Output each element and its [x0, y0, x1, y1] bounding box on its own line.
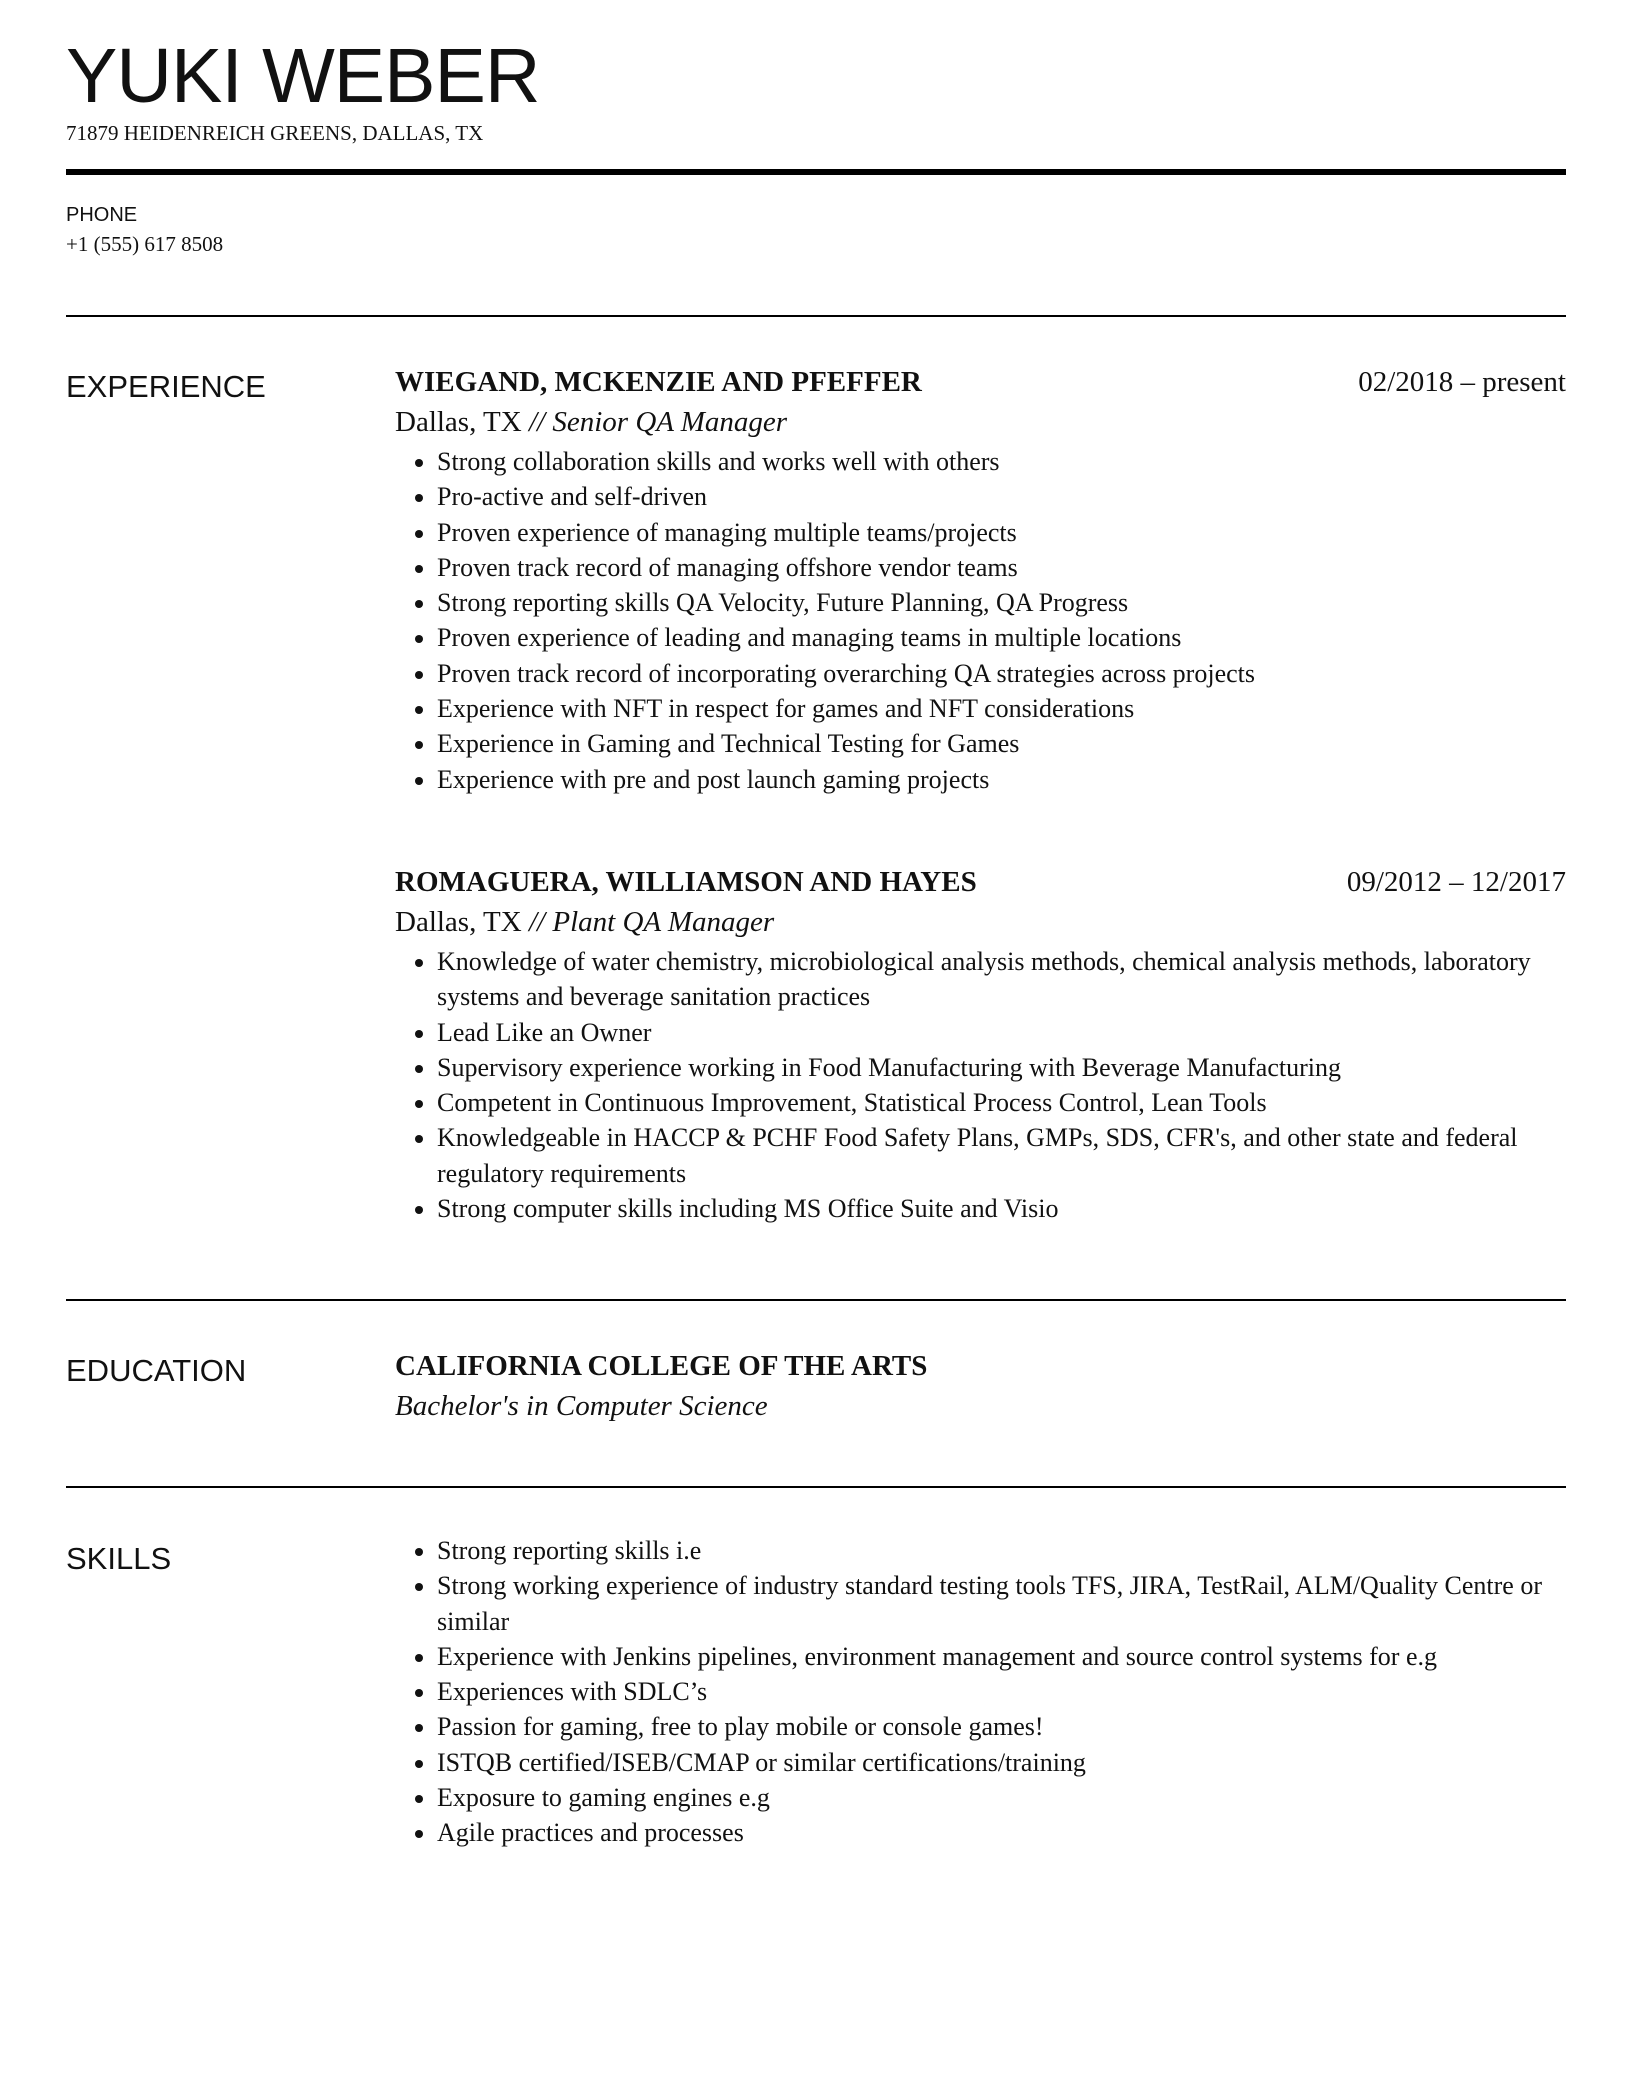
list-item: • Passion for gaming, free to play mobile or console games! [437, 1709, 1566, 1744]
address: 71879 HEIDENREICH GREENS, DALLAS, TX [66, 121, 484, 145]
list-item: • Exposure to gaming engines e.g [437, 1780, 1566, 1815]
company-name: WIEGAND, MCKENZIE AND PFEFFER [395, 366, 922, 398]
degree: Bachelor's in Computer Science [395, 1390, 768, 1422]
phone-number: +1 (555) 617 8508 [66, 232, 224, 256]
list-item: • Knowledgeable in HACCP & PCHF Food Safety Plans, GMPs, SDS, CFR's, and other state and federal regulatory requirements [437, 1120, 1566, 1191]
job-role: Plant QA Manager [552, 906, 775, 938]
list-item: • Experience with NFT in respect for games and NFT considerations [437, 691, 1566, 726]
list-item: • ISTQB certified/ISEB/CMAP or similar certifications/training [437, 1745, 1566, 1780]
section-divider [66, 1486, 1566, 1488]
company-name: ROMAGUERA, WILLIAMSON AND HAYES [395, 866, 977, 898]
candidate-name: YUKI WEBER [66, 33, 540, 119]
list-item: • Proven experience of managing multiple teams/projects [437, 515, 1566, 550]
header-divider [66, 169, 1566, 175]
skills-list [395, 1533, 1566, 1851]
job-location: Dallas, TX [395, 406, 522, 438]
list-item: • Experience with pre and post launch gaming projects [437, 762, 1566, 797]
section-divider [66, 1299, 1566, 1301]
list-item: • Strong collaboration skills and works well with others [437, 444, 1566, 479]
skills-entry [395, 1533, 1566, 1851]
list-item: • Supervisory experience working in Food Manufacturing with Beverage Manufacturing [437, 1050, 1566, 1085]
job-separator: // [528, 406, 546, 438]
list-item: • Proven track record of managing offshore vendor teams [437, 550, 1566, 585]
list-item: • Strong reporting skills i.e [437, 1533, 1566, 1568]
job-bullets [395, 444, 1566, 797]
job-dates: 09/2012 – 12/2017 [1346, 866, 1566, 898]
job-entry [395, 362, 1566, 797]
section-divider [66, 315, 1566, 317]
list-item: • Competent in Continuous Improvement, Statistical Process Control, Lean Tools [437, 1085, 1566, 1120]
education-section-title: EDUCATION [66, 1353, 247, 1388]
job-role: Senior QA Manager [552, 406, 788, 438]
job-bullets [395, 944, 1566, 1226]
list-item: • Pro-active and self-driven [437, 479, 1566, 514]
job-location: Dallas, TX [395, 906, 522, 938]
job-entry [395, 862, 1566, 1226]
list-item: • Lead Like an Owner [437, 1015, 1566, 1050]
job-separator: // [528, 906, 546, 938]
list-item: • Experience with Jenkins pipelines, environment management and source control systems for e.g [437, 1639, 1566, 1674]
list-item: • Experience in Gaming and Technical Testing for Games [437, 726, 1566, 761]
experience-section-title: EXPERIENCE [66, 369, 266, 404]
list-item: • Proven experience of leading and managing teams in multiple locations [437, 620, 1566, 655]
phone-label: PHONE [66, 204, 138, 226]
list-item: • Knowledge of water chemistry, microbiological analysis methods, chemical analysis methods, laboratory systems and beverage sanitation practices [437, 944, 1566, 1015]
list-item: • Proven track record of incorporating overarching QA strategies across projects [437, 656, 1566, 691]
skills-section-title: SKILLS [66, 1541, 172, 1576]
list-item: • Strong working experience of industry standard testing tools TFS, JIRA, TestRail, ALM/Quality Centre or similar [437, 1568, 1566, 1639]
job-dates: 02/2018 – present [1358, 366, 1566, 398]
school-name: CALIFORNIA COLLEGE OF THE ARTS [395, 1350, 928, 1382]
list-item: • Agile practices and processes [437, 1815, 1566, 1850]
list-item: • Experiences with SDLC’s [437, 1674, 1566, 1709]
list-item: • Strong computer skills including MS Office Suite and Visio [437, 1191, 1566, 1226]
list-item: • Strong reporting skills QA Velocity, Future Planning, QA Progress [437, 585, 1566, 620]
education-entry [395, 1346, 1566, 1426]
